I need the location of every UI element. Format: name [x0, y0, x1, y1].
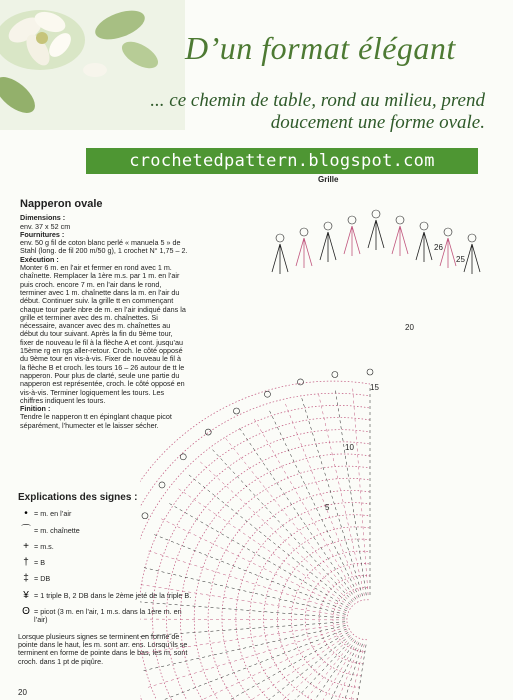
supplies-label: Fournitures :	[20, 229, 65, 239]
website-banner[interactable]: crochetedpattern.blogspot.com	[86, 148, 478, 174]
legend-text: = DB	[34, 574, 51, 584]
legend-notes: Lorsque plusieurs signes se terminent en forme de pointe dans le haut, les m. sont arr. ens. Lorsqu’ils se terminent en forme de pointe dans le bas, les m. sont croch. dans 1 pt de piqûre.	[18, 631, 188, 666]
pattern-heading: Napperon ovale	[20, 198, 103, 210]
round-number: 5	[325, 503, 330, 512]
double-crochet-icon: †	[23, 557, 29, 569]
finishing-label: Finition :	[20, 404, 51, 414]
cluster-stitch-icon: ¥	[23, 589, 29, 601]
treble-crochet-icon: ‡	[23, 573, 29, 585]
legend-text: = m.s.	[34, 541, 54, 551]
finishing-text: Tendre le napperon tt en épinglant chaque picot séparément, l’humecter et le laisser sécher.	[20, 412, 172, 430]
dimensions-label: Dimensions :	[20, 213, 66, 223]
crochet-chart	[140, 180, 513, 700]
picot-icon: ʘ	[22, 606, 30, 618]
legend-text: = B	[34, 558, 45, 568]
legend-heading: Explications des signes :	[18, 492, 138, 503]
legend-text: = m. chaînette	[34, 525, 80, 535]
execution-label: Exécution :	[20, 254, 59, 264]
page-subtitle: ... ce chemin de table, rond au milieu, prend doucement une forme ovale.	[150, 90, 485, 133]
round-number: 25	[456, 255, 465, 264]
round-number: 26	[434, 243, 443, 252]
dimensions-text: env. 37 x 52 cm	[20, 221, 71, 231]
page-number: 20	[18, 688, 27, 697]
chart-label: Grille	[318, 175, 339, 184]
legend-text: = m. en l’air	[34, 509, 72, 519]
round-number: 10	[345, 443, 354, 452]
round-number: 20	[405, 323, 414, 332]
chain-stitch-icon: •	[24, 508, 28, 520]
legend-text: = picot (3 m. en l’air, 1 m.s. dans la 1ère m. en l’air)	[34, 607, 182, 625]
round-number: 15	[370, 383, 379, 392]
single-crochet-icon: +	[23, 540, 29, 552]
page-title: D’un format élégant	[185, 30, 456, 66]
execution-text: Monter 6 m. en l’air et fermer en rond avec 1 m. chaînette. Remplacer la 1ère m.s. par 1 m. en l’air puis croch. encore 7 m. en l’air dans le rond, terminer avec 1 m. chaînette dans la m. en l’air du début. Continuer suiv. la grille tt en commençant chaque tour parle nbre de m. en l’air indiqué dans la grille et terminer avec des m. chaînettes. Si nécessaire, avancer avec des m. chaînettes au début du tour suivant. Après la fin du 9ème tour, fixer de nouveau le fil à la flèche A et cont. jusqu’au 15ème rg en rgs aller-retour. Croch. le côté opposé du 9ème tour en vis-à-vis. Fixer de nouveau le fil à la flèche B et croch. les tours 16 – 26 autour de tt le napperon. Pour plus de clarté, seule une partie du napperon est représentée, croch. le côté opposé en vis-à-vis. Terminer logiquement les tours. Les chiffres indiquent les tours.	[20, 263, 186, 405]
legend-text: = 1 triple B, 2 DB dans le 2ème jeté de la triple B.	[34, 590, 192, 600]
slip-stitch-icon: ⌒	[21, 524, 31, 536]
supplies-text: env. 50 g fil de coton blanc perlé « manuela 5 » de Stahl (long. de fil 200 m/50 g), 1 crochet N° 1,75 – 2.	[20, 238, 188, 256]
